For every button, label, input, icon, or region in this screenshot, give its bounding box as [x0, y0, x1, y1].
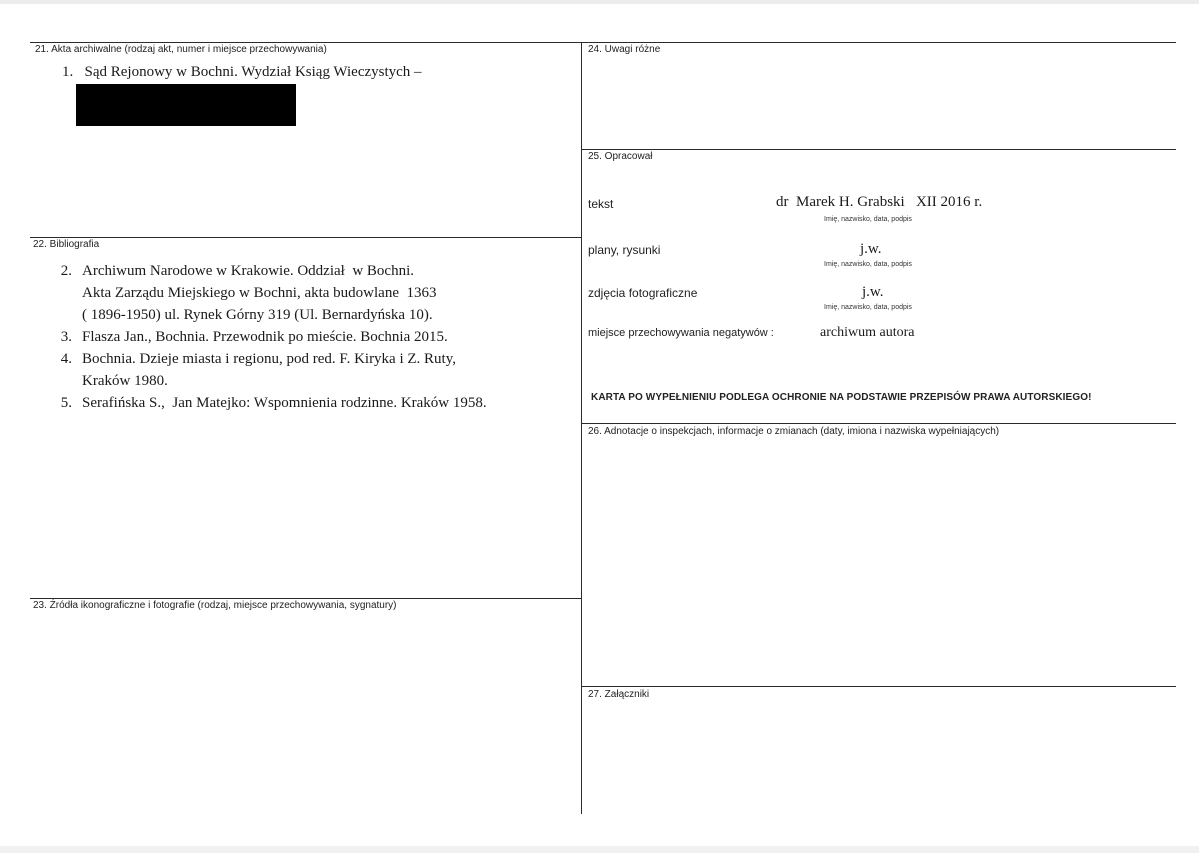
divider-22-23	[30, 598, 581, 599]
scan-bottom-edge	[0, 846, 1199, 853]
divider-top	[30, 42, 1176, 43]
list-item: Akta Zarządu Miejskiego w Bochni, akta budowlane 1363	[82, 285, 437, 301]
list-item: ( 1896-1950) ul. Rynek Górny 319 (Ul. Bernardyńska 10).	[82, 307, 433, 323]
field-photos-caption: Imię, nazwisko, data, podpis	[824, 304, 912, 311]
copyright-notice: KARTA PO WYPEŁNIENIU PODLEGA OCHRONIE NA PODSTAWIE PRZEPISÓW PRAWA AUTORSKIEGO!	[591, 392, 1092, 403]
negatives-label: miejsce przechowywania negatywów :	[588, 327, 774, 339]
field-photos-label: zdjęcia fotograficzne	[588, 286, 698, 300]
scan-top-edge	[0, 0, 1199, 4]
divider-24-25	[582, 149, 1176, 150]
section-24-label: 24. Uwagi różne	[588, 44, 661, 55]
section-27-label: 27. Załączniki	[588, 689, 650, 700]
negatives-value: archiwum autora	[820, 325, 915, 340]
list-item: 2. Archiwum Narodowe w Krakowie. Oddział w Bochni.	[60, 263, 414, 279]
divider-25-26	[582, 423, 1176, 424]
field-plans-caption: Imię, nazwisko, data, podpis	[824, 261, 912, 268]
field-text-value: dr Marek H. Grabski XII 2016 r.	[776, 194, 983, 210]
list-item: 3. Flasza Jan., Bochnia. Przewodnik po mieście. Bochnia 2015.	[60, 329, 448, 345]
list-item: 5. Serafińska S., Jan Matejko: Wspomnienia rodzinne. Kraków 1958.	[60, 395, 487, 411]
divider-column	[581, 42, 582, 814]
field-plans-value: j.w.	[860, 241, 882, 257]
field-text-label: tekst	[588, 197, 614, 211]
divider-21-22	[30, 237, 581, 238]
bibliography-list	[48, 260, 487, 414]
section-21-entry: 1. Sąd Rejonowy w Bochni. Wydział Ksiąg Wieczystych –	[62, 64, 422, 80]
section-23-label: 23. Źródła ikonograficzne i fotografie (rodzaj, miejsce przechowywania, sygnatury)	[33, 600, 397, 611]
field-text-caption: Imię, nazwisko, data, podpis	[824, 216, 912, 223]
section-21-label: 21. Akta archiwalne (rodzaj akt, numer i miejsce przechowywania)	[35, 44, 327, 55]
field-photos-value: j.w.	[862, 284, 884, 300]
section-25-label: 25. Opracował	[588, 151, 653, 162]
section-26-label: 26. Adnotacje o inspekcjach, informacje o zmianach (daty, imiona i nazwiska wypełniających)	[588, 426, 1000, 437]
field-plans-label: plany, rysunki	[588, 243, 661, 257]
section-22-label: 22. Bibliografia	[33, 239, 100, 250]
list-item: Kraków 1980.	[82, 373, 168, 389]
redaction-block	[76, 84, 296, 126]
list-item: 4. Bochnia. Dzieje miasta i regionu, pod red. F. Kiryka i Z. Ruty,	[60, 351, 456, 367]
divider-26-27	[582, 686, 1176, 687]
